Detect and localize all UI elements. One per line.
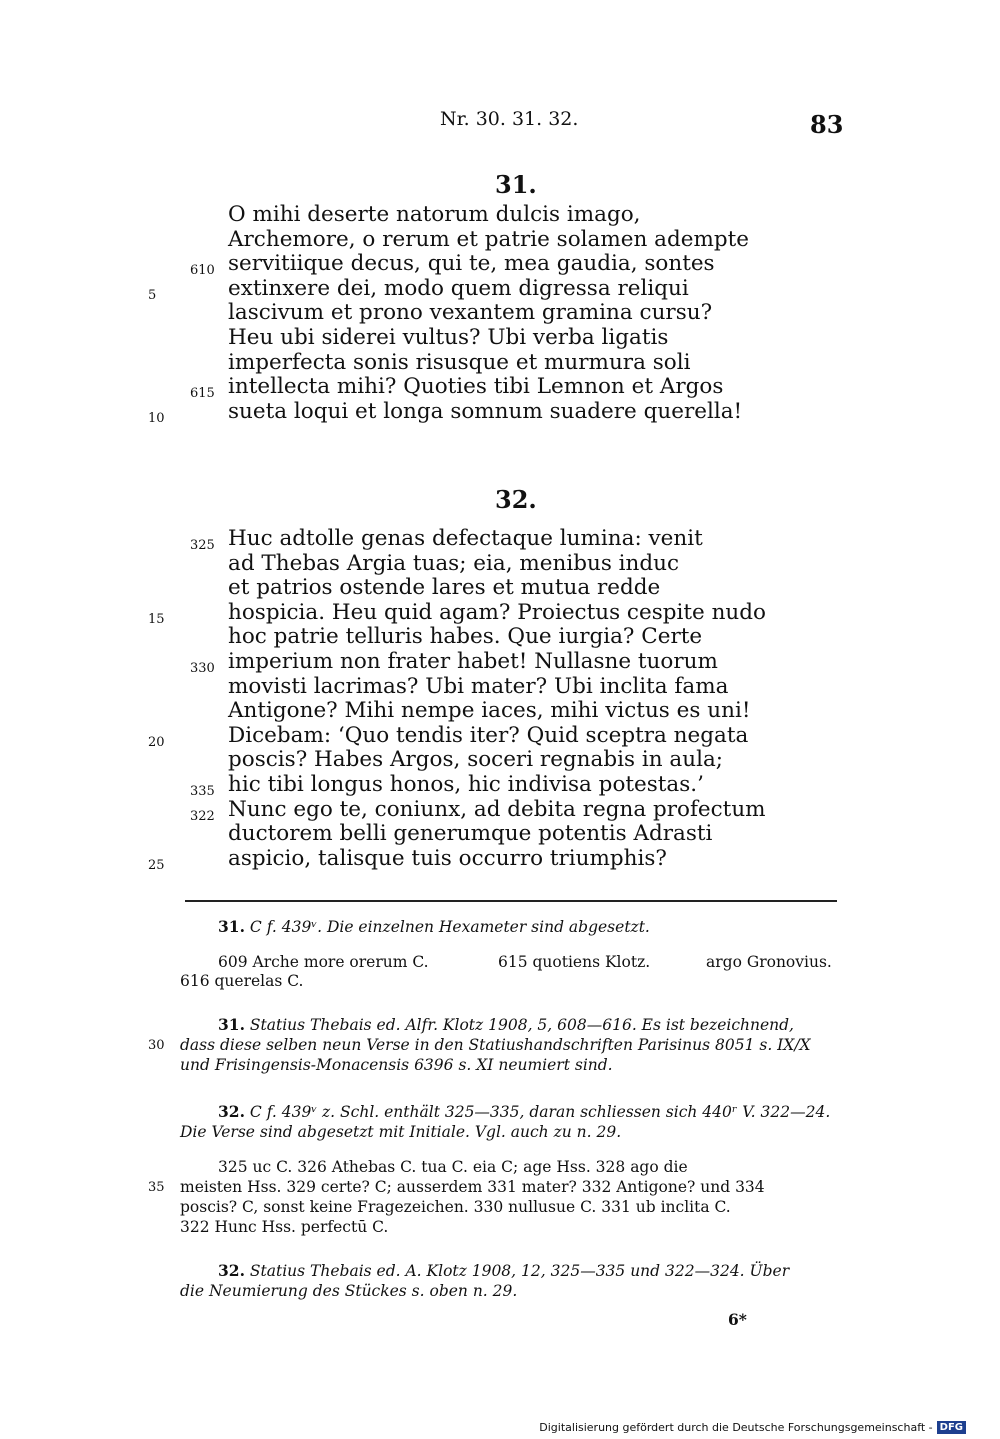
dfg-logo: DFG xyxy=(937,1421,966,1434)
verse-line: hic tibi longus honos, hic indivisa potestas.’ xyxy=(228,772,704,797)
verse-line: et patrios ostende lares et mutua redde xyxy=(228,575,661,601)
dfg-footer xyxy=(539,1421,966,1434)
note-text: C f. 439ᵛ. Die einzelnen Hexameter sind abgesetzt. xyxy=(249,918,650,936)
note-32-source xyxy=(218,1102,830,1122)
margin-line-number: 30 xyxy=(148,1038,165,1053)
section-32-poem xyxy=(0,527,1000,887)
page-number: 83 xyxy=(810,110,844,139)
verse-number: 322 xyxy=(190,808,215,824)
verse-line: hoc patrie telluris habes. Que iurgia? Certe xyxy=(228,624,703,650)
note-32-variants-line2: meisten Hss. 329 certe? C; ausserdem 331 mater? 332 Antigone? und 334 xyxy=(180,1178,765,1196)
running-title: Nr. 30. 31. 32. xyxy=(440,108,579,130)
verse-number: 610 xyxy=(190,263,215,279)
note-text: Statius Thebais ed. Alfr. Klotz 1908, 5, 608—616. Es ist bezeichnend, xyxy=(249,1016,794,1034)
verse-line: imperium non frater habet! Nullasne tuorum xyxy=(228,649,718,674)
verse-line: Huc adtolle genas defectaque lumina: venit xyxy=(228,526,703,551)
note-31-variant-b: 615 quotiens Klotz. xyxy=(498,953,651,971)
verse-number: 615 xyxy=(190,386,215,402)
note-31-edition xyxy=(218,1015,794,1035)
margin-line-number: 20 xyxy=(148,734,165,750)
section-31-poem xyxy=(0,203,1000,433)
note-32-edition xyxy=(218,1261,789,1281)
verse-line: extinxere dei, modo quem digressa reliqui xyxy=(228,275,689,301)
margin-line-number: 25 xyxy=(148,857,165,873)
note-31-edition-line3: und Frisingensis-Monacensis 6396 s. XI neumiert sind. xyxy=(180,1056,613,1074)
note-31-edition-line2: dass diese selben neun Verse in den Statiushandschriften Parisinus 8051 s. IX/X xyxy=(180,1036,811,1054)
verse-line: Archemore, o rerum et patrie solamen adempte xyxy=(228,226,749,252)
margin-line-number: 15 xyxy=(148,611,165,627)
verse-number: 330 xyxy=(190,661,215,676)
verse-line: movisti lacrimas? Ubi mater? Ubi inclita fama xyxy=(228,673,729,699)
note-label: 31. xyxy=(218,1015,245,1034)
note-32-variants-line3: poscis? C, sonst keine Fragezeichen. 330 nullusue C. 331 ub inclita C. xyxy=(180,1198,731,1216)
verse-line: imperfecta sonis risusque et murmura soli xyxy=(228,349,691,375)
note-31-source xyxy=(218,917,650,937)
verse-line: lascivum et prono vexantem gramina cursu? xyxy=(228,300,713,326)
note-label: 31. xyxy=(218,917,245,936)
note-32-variants-line1: 325 uc C. 326 Athebas C. tua C. eia C; age Hss. 328 ago die xyxy=(218,1158,688,1176)
verse-line: Heu ubi siderei vultus? Ubi verba ligatis xyxy=(228,325,669,350)
verse-line: aspicio, talisque tuis occurro triumphis? xyxy=(228,845,667,871)
section-32-heading: 32. xyxy=(495,485,537,514)
footer-text: Digitalisierung gefördert durch die Deutsche Forschungsgemeinschaft - xyxy=(539,1421,933,1434)
margin-line-number: 10 xyxy=(148,410,165,426)
verse-line: Antigone? Mihi nempe iaces, mihi victus es uni! xyxy=(228,698,751,724)
verse-line: intellecta mihi? Quoties tibi Lemnon et Argos xyxy=(228,374,724,400)
verse-line: servitiique decus, qui te, mea gaudia, sontes xyxy=(228,251,715,277)
verse-number: 335 xyxy=(190,784,215,799)
verse-line: Dicebam: ‘Quo tendis iter? Quid sceptra negata xyxy=(228,722,749,748)
verse-line: Nunc ego te, coniunx, ad debita regna profectum xyxy=(228,796,766,822)
verse-number: 325 xyxy=(190,538,215,553)
note-label: 32. xyxy=(218,1261,245,1280)
note-31-variant-a: 609 Arche more orerum C. xyxy=(218,953,429,971)
note-text: C f. 439ᵛ z. Schl. enthält 325—335, daran schliessen sich 440ʳ V. 322—24. xyxy=(249,1103,831,1121)
note-32-edition-line2: die Neumierung des Stückes s. oben n. 29. xyxy=(180,1282,518,1300)
verse-line: ad Thebas Argia tuas; eia, menibus induc xyxy=(228,550,680,576)
verse-line: O mihi deserte natorum dulcis imago, xyxy=(228,202,641,227)
note-31-variant-c: argo Gronovius. xyxy=(706,953,832,971)
verse-line: poscis? Habes Argos, soceri regnabis in aula; xyxy=(228,747,724,773)
note-label: 32. xyxy=(218,1102,245,1121)
note-32-variants-line4: 322 Hunc Hss. perfectū C. xyxy=(180,1218,389,1236)
note-32-source-line2: Die Verse sind abgesetzt mit Initiale. Vgl. auch zu n. 29. xyxy=(180,1123,622,1141)
section-31-heading: 31. xyxy=(495,170,537,199)
note-31-variant-d: 616 querelas C. xyxy=(180,972,304,990)
verse-line: sueta loqui et longa somnum suadere querella! xyxy=(228,398,743,424)
verse-line: hospicia. Heu quid agam? Proiectus cespite nudo xyxy=(228,599,766,625)
note-text: Statius Thebais ed. A. Klotz 1908, 12, 325—335 und 322—324. Über xyxy=(249,1262,790,1280)
margin-line-number: 5 xyxy=(148,287,157,303)
margin-line-number: 35 xyxy=(148,1180,165,1195)
footnote-divider xyxy=(185,900,837,902)
verse-line: ductorem belli generumque potentis Adrasti xyxy=(228,821,713,847)
signature-mark: 6* xyxy=(728,1310,747,1329)
